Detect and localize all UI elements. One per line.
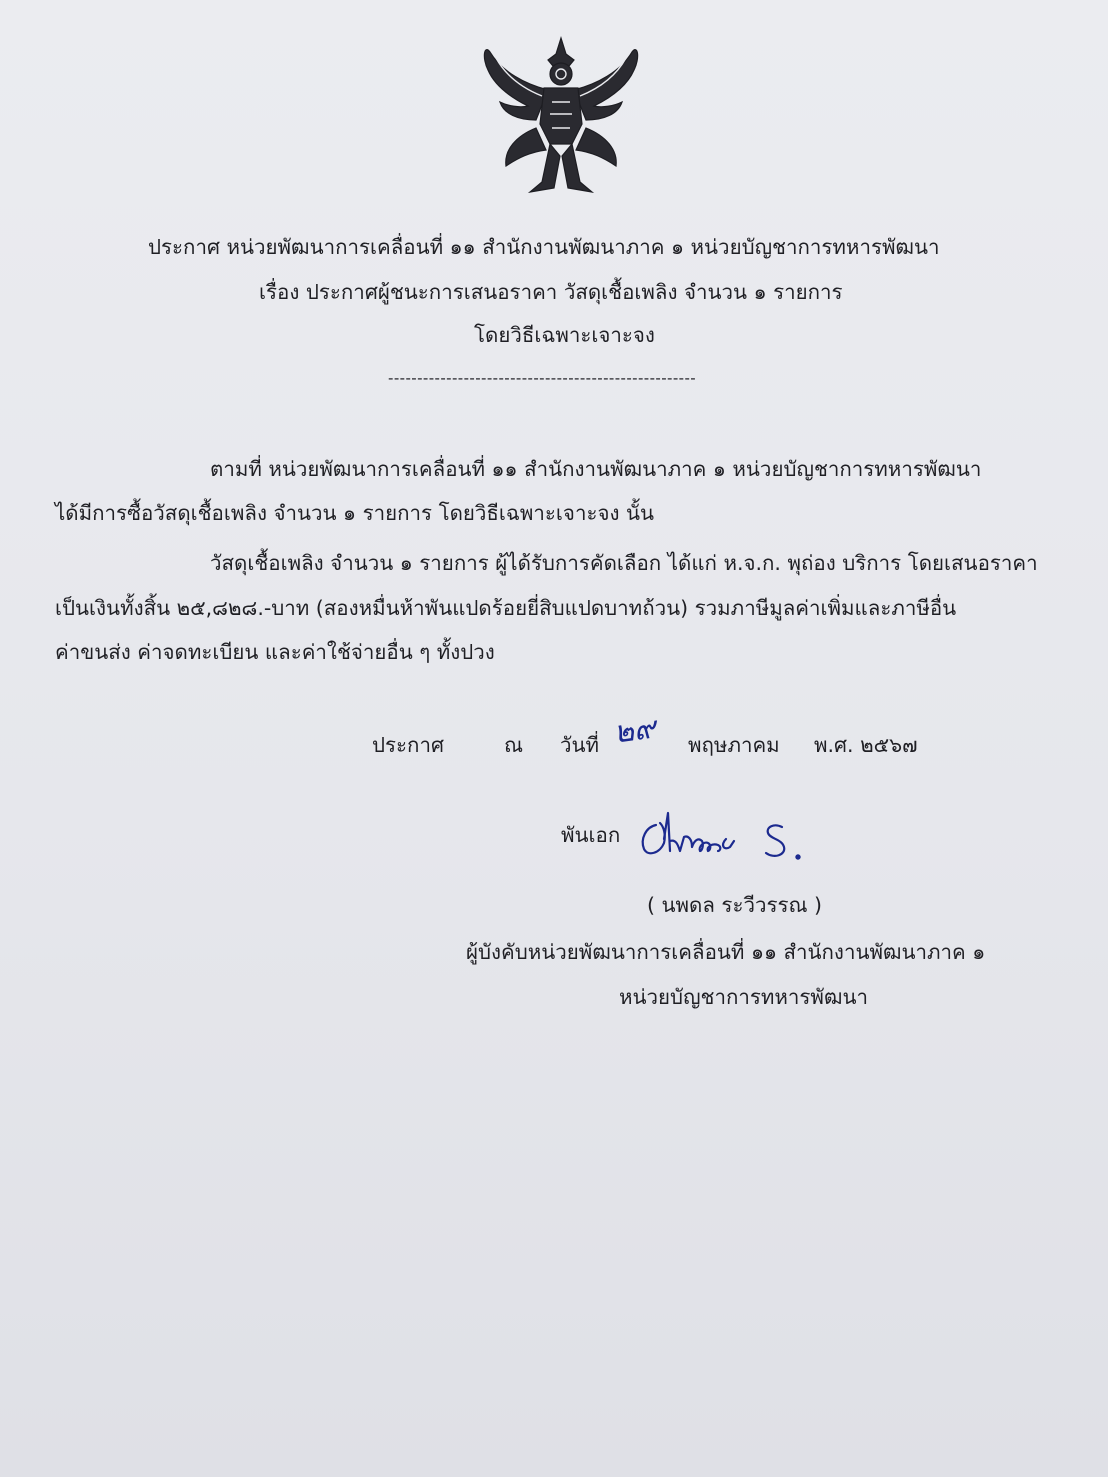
garuda-emblem-icon [470,32,652,198]
paragraph-1-line-1: ตามที่ หน่วยพัฒนาการเคลื่อนที่ ๑๑ สำนักงานพัฒนาภาค ๑ หน่วยบัญชาการทหารพัฒนา [210,457,982,481]
paragraph-2-line-2: เป็นเงินทั้งสิ้น ๒๕,๘๒๘.-บาท (สองหมื่นห้าพันแปดร้อยยี่สิบแปดบาทถ้วน) รวมภาษีมูลค่าเพิ่มและภาษีอื่น [55,596,957,620]
header-method: โดยวิธีเฉพาะเจาะจง [474,323,655,347]
header-title: ประกาศ หน่วยพัฒนาการเคลื่อนที่ ๑๑ สำนักงานพัฒนาภาค ๑ หน่วยบัญชาการทหารพัฒนา [148,235,940,259]
handwritten-signature [634,805,814,867]
paragraph-2-line-3: ค่าขนส่ง ค่าจดทะเบียน และค่าใช้จ่ายอื่น ๆ ทั้งปวง [55,640,495,664]
divider: ----------------------------------------------------- [388,369,697,387]
date-month: พฤษภาคม [688,733,780,757]
date-at-label: ณ [504,733,524,757]
paragraph-1-line-2: ได้มีการซื้อวัสดุเชื้อเพลิง จำนวน ๑ รายการ โดยวิธีเฉพาะเจาะจง นั้น [55,501,655,525]
signatory-position-line-2: หน่วยบัญชาการทหารพัฒนา [619,985,868,1009]
handwritten-day: ๒๙ [611,710,658,751]
header-subject: เรื่อง ประกาศผู้ชนะการเสนอราคา วัสดุเชื้อเพลิง จำนวน ๑ รายการ [259,280,843,304]
signatory-rank: พันเอก [561,823,621,847]
signatory-name: ( นพดล ระวีวรรณ ) [647,893,823,917]
date-announce-label: ประกาศ [372,733,444,757]
date-year: พ.ศ. ๒๕๖๗ [814,733,918,757]
date-day-label: วันที่ [560,733,600,757]
paragraph-2-line-1: วัสดุเชื้อเพลิง จำนวน ๑ รายการ ผู้ได้รับการคัดเลือก ได้แก่ ห.จ.ก. พุถ่อง บริการ โดยเสนอราคา [210,551,1038,575]
signatory-position-line-1: ผู้บังคับหน่วยพัฒนาการเคลื่อนที่ ๑๑ สำนักงานพัฒนาภาค ๑ [466,940,986,964]
